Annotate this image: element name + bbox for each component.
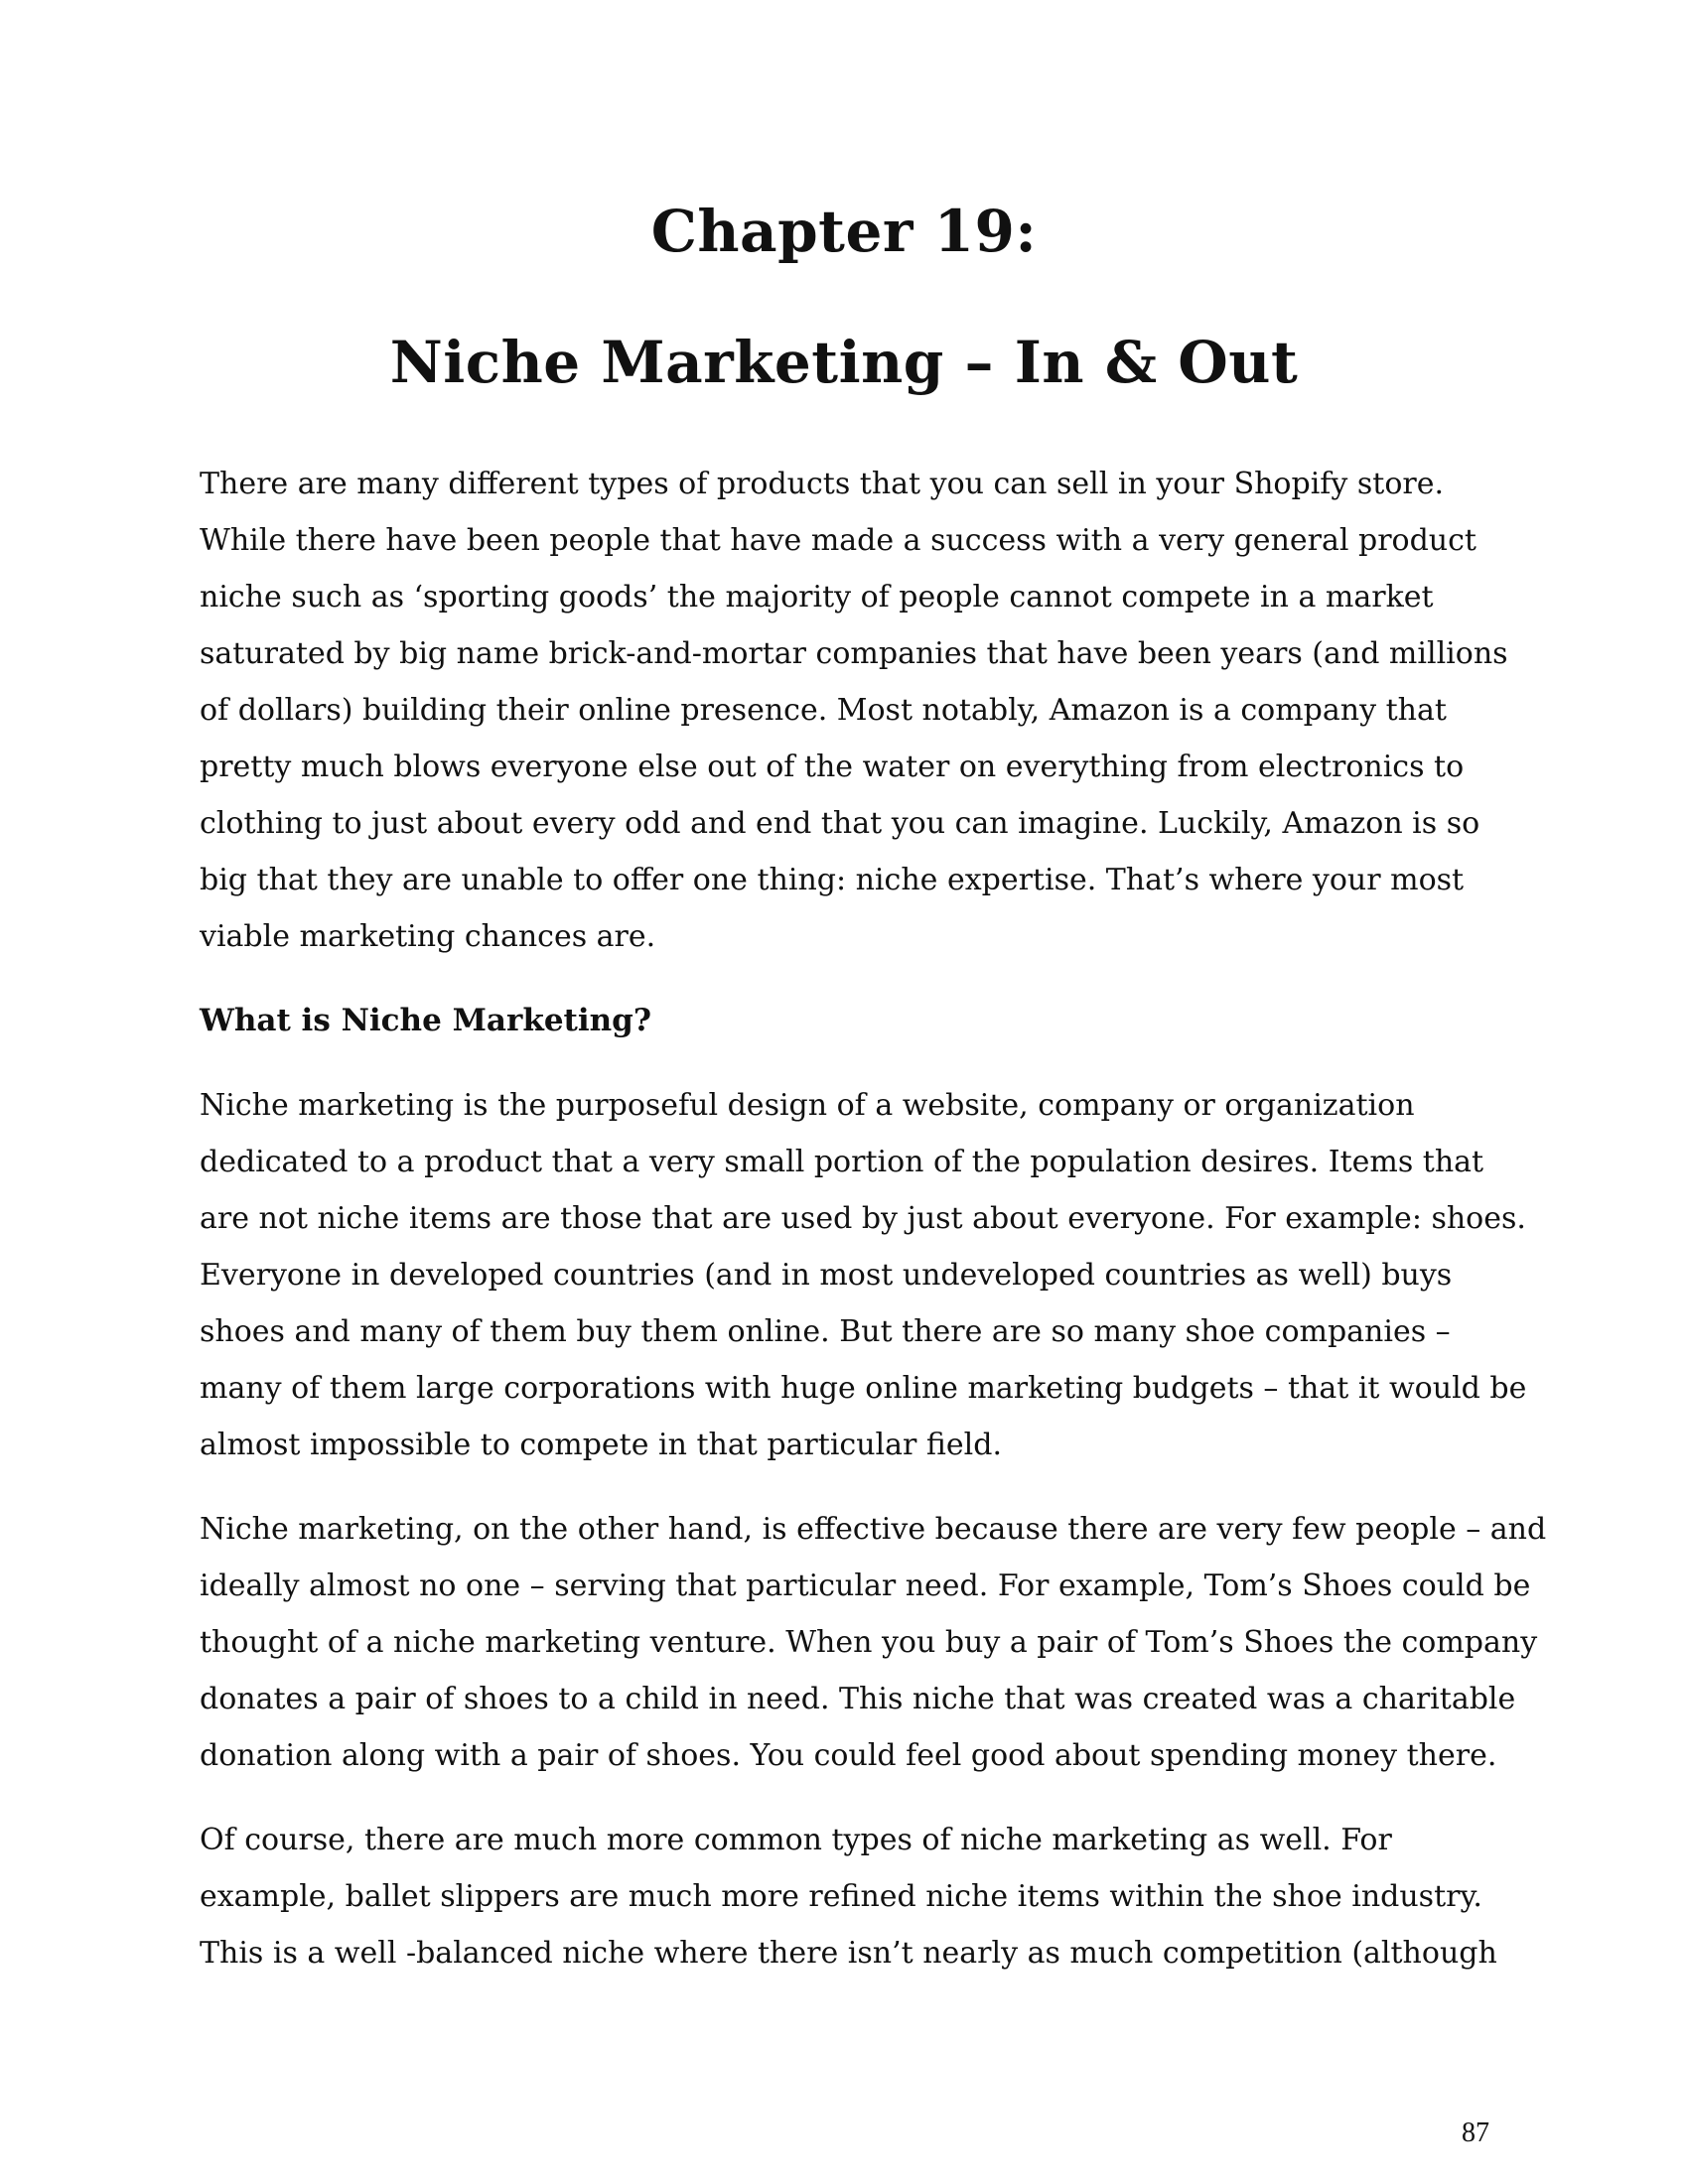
section-paragraph-2 [200,1501,1547,1784]
text-line: clothing to just about every odd and end that you can imagine. Luckily, Amazon is so [200,806,1480,841]
chapter-number-heading: Chapter 19: [650,198,1038,265]
text-line: donates a pair of shoes to a child in need. This niche that was created was a charitable [200,1682,1516,1716]
text-line: Niche marketing, on the other hand, is effective because there are very few people – and [200,1512,1547,1547]
text-line: shoes and many of them buy them online. But there are so many shoe companies – [200,1314,1451,1349]
text-line: donation along with a pair of shoes. You could feel good about spending money there. [200,1738,1497,1773]
chapter-title-heading: Niche Marketing – In & Out [389,329,1299,396]
text-line: Of course, there are much more common types of niche marketing as well. For [200,1823,1392,1857]
text-line: While there have been people that have made a success with a very general product [200,523,1477,558]
text-line: are not niche items are those that are used by just about everyone. For example: shoes. [200,1201,1526,1236]
text-line: ideally almost no one – serving that particular need. For example, Tom’s Shoes could be [200,1569,1531,1603]
text-line: Niche marketing is the purposeful design of a website, company or organization [200,1088,1415,1123]
intro-paragraph [200,456,1510,965]
text-line: thought of a niche marketing venture. When you buy a pair of Tom’s Shoes the company [200,1625,1538,1660]
text-line: many of them large corporations with huge online marketing budgets – that it would be [200,1371,1527,1406]
text-line: Everyone in developed countries (and in most undeveloped countries as well) buys [200,1258,1453,1293]
text-line: example, ballet slippers are much more refined niche items within the shoe industry. [200,1879,1482,1914]
section-heading: What is Niche Marketing? [200,1003,652,1038]
page-number: 87 [1462,2117,1489,2148]
text-line: There are many different types of products that you can sell in your Shopify store. [200,467,1445,501]
text-line: almost impossible to compete in that particular field. [200,1428,1002,1462]
text-line: big that they are unable to offer one thing: niche expertise. That’s where your most [200,863,1465,897]
section-paragraph-3 [200,1812,1510,1981]
chapter-body [200,456,1547,2009]
text-line: saturated by big name brick-and-mortar companies that have been years (and millions [200,636,1508,671]
text-line: niche such as ‘sporting goods’ the majority of people cannot compete in a market [200,580,1434,614]
text-line: dedicated to a product that a very small portion of the population desires. Items that [200,1145,1484,1179]
section-paragraph-1 [200,1077,1527,1473]
text-line: viable marketing chances are. [200,919,656,954]
text-line: pretty much blows everyone else out of the water on everything from electronics to [200,750,1465,784]
text-line: This is a well -balanced niche where there isn’t nearly as much competition (although [200,1936,1497,1971]
text-line: of dollars) building their online presence. Most notably, Amazon is a company that [200,693,1447,728]
